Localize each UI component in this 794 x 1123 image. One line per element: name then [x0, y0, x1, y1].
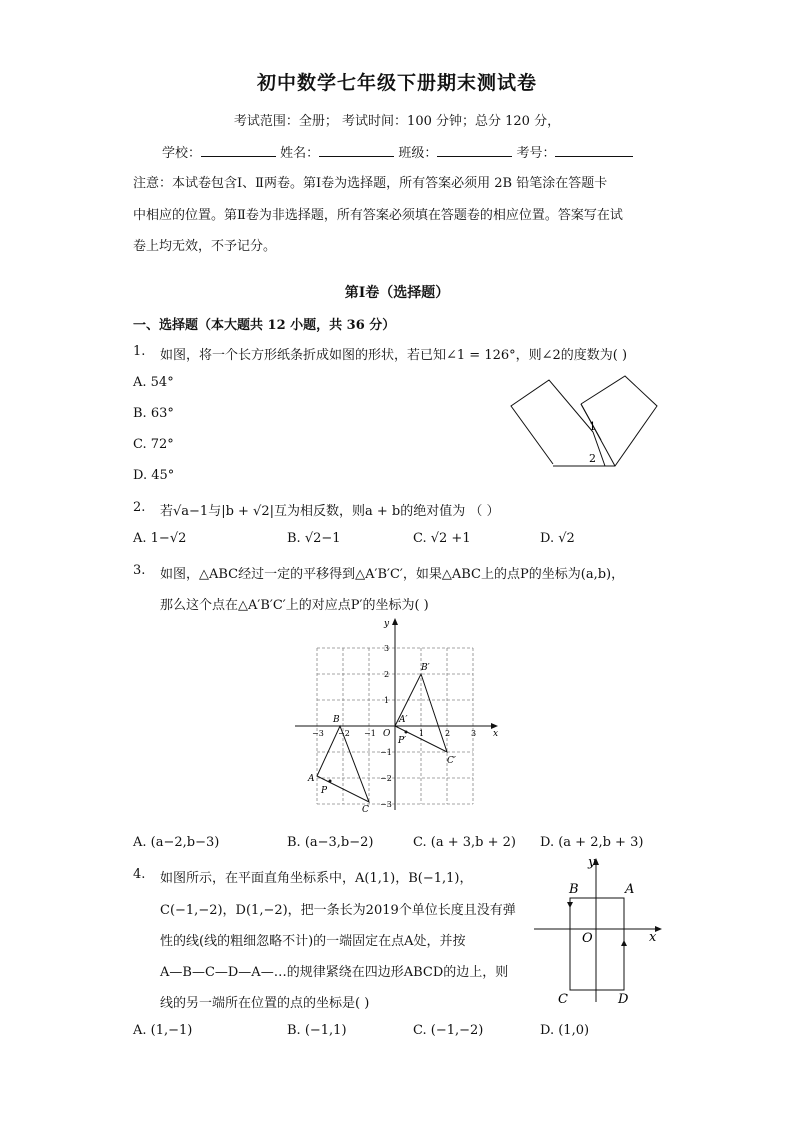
q4-label-b: B [569, 882, 579, 897]
q3-label-p1: P′ [398, 736, 407, 746]
q3-label-b: B [333, 715, 340, 725]
notice-line-3: 卷上均无效，不予记分。 [133, 239, 277, 254]
q3-option-d[interactable]: D. (a + 2,b + 3) [540, 835, 644, 850]
q1-stem: 如图，将一个长方形纸条折成如图的形状，若已知∠1 = 126°，则∠2的度数为( ) [160, 348, 628, 363]
q3-label-a1: A′ [399, 715, 408, 725]
q3-y-tick: −3 [380, 800, 392, 809]
q2-stem: 若√a−1与|b + √2|互为相反数，则a + b的绝对值为 （ ） [160, 504, 500, 519]
q4-direction-arrow [567, 902, 573, 908]
q1-angle-2-label: 2 [589, 452, 596, 465]
name-label: 姓名： [280, 146, 320, 161]
name-blank[interactable] [319, 144, 394, 157]
q4-option-d[interactable]: D. (1,0) [540, 1023, 590, 1038]
q3-x-tick: −1 [364, 729, 376, 738]
exam-number-blank[interactable] [555, 144, 633, 157]
q3-y-tick: 1 [384, 696, 390, 705]
q1-number: 1. [133, 344, 146, 359]
q4-stem-line-4: A—B—C—D—A—…的规律紧绕在四边形ABCD的边上，则 [160, 965, 509, 980]
q3-x-axis-label: x [493, 729, 499, 739]
q2-option-c[interactable]: C. √2 +1 [413, 531, 471, 546]
school-label: 学校： [162, 146, 202, 161]
q3-origin-label: O [383, 729, 391, 739]
q2-number: 2. [133, 500, 146, 515]
q3-option-a[interactable]: A. (a−2,b−3) [133, 835, 220, 850]
q3-y-tick: 3 [384, 644, 390, 653]
q4-option-a[interactable]: A. (1,−1) [133, 1023, 193, 1038]
q3-label-a: A [308, 774, 315, 784]
q3-y-tick: −2 [380, 774, 392, 783]
q3-label-p: P [321, 786, 328, 796]
q4-stem-line-3: 性的线(线的粗细忽略不计)的一端固定在点A处，并按 [160, 934, 466, 949]
q2-option-a[interactable]: A. 1−√2 [133, 531, 187, 546]
q3-x-tick: 2 [445, 729, 451, 738]
q4-number: 4. [133, 867, 146, 882]
q3-number: 3. [133, 563, 146, 578]
school-blank[interactable] [201, 144, 276, 157]
q3-y-tick: −1 [380, 748, 392, 757]
q4-label-a: A [625, 882, 635, 897]
student-fields [162, 142, 633, 161]
q3-point-p1 [405, 731, 408, 734]
part-title: 第Ⅰ卷（选择题） [344, 285, 450, 301]
exam-title: 初中数学七年级下册期末测试卷 [256, 72, 537, 94]
q1-angle-1-label: 1 [589, 420, 596, 433]
q3-point-p [329, 780, 332, 783]
notice-line-2: 中相应的位置。第Ⅱ卷为非选择题，所有答案必须填在答题卷的相应位置。答案写在试 [133, 208, 623, 223]
q4-option-c[interactable]: C. (−1,−2) [413, 1023, 484, 1038]
q3-stem-line-2: 那么这个点在△A′B′C′上的对应点P′的坐标为( ) [160, 598, 429, 613]
q1-option-a[interactable]: A. 54° [133, 375, 174, 390]
q4-stem-line-1: 如图所示，在平面直角坐标系中，A(1,1)，B(−1,1)， [160, 871, 473, 886]
exam-number-label: 考号： [516, 146, 556, 161]
notice-line-1: 注意：本试卷包含Ⅰ、Ⅱ两卷。第Ⅰ卷为选择题，所有答案必须用 2B 铅笔涂在答题卡 [133, 176, 608, 191]
q3-option-b[interactable]: B. (a−3,b−2) [287, 835, 374, 850]
class-label: 班级： [398, 146, 438, 161]
q3-y-axis-arrow [392, 618, 398, 625]
q3-x-tick: 1 [419, 729, 425, 738]
q2-option-b[interactable]: B. √2−1 [287, 531, 341, 546]
q4-label-o: O [582, 931, 593, 946]
q3-label-c: C [362, 805, 369, 815]
q4-label-x: x [649, 930, 657, 945]
q3-label-b1: B′ [421, 663, 430, 673]
class-blank[interactable] [437, 144, 512, 157]
q1-option-c[interactable]: C. 72° [133, 437, 174, 452]
q4-option-b[interactable]: B. (−1,1) [287, 1023, 347, 1038]
q4-stem-line-2: C(−1,−2)，D(1,−2)，把一条长为2019个单位长度且没有弹 [160, 903, 516, 918]
q4-quadrilateral-figure [532, 852, 666, 1006]
q1-option-b[interactable]: B. 63° [133, 406, 174, 421]
q4-label-c: C [558, 992, 568, 1006]
q4-stem-line-5: 线的另一端所在位置的点的坐标是( ) [160, 996, 370, 1011]
section-title: 一、选择题（本大题共 12 小题，共 36 分） [133, 318, 396, 333]
q3-x-tick: −3 [312, 729, 324, 738]
exam-info: 考试范围：全册； 考试时间：100 分钟；总分 120 分， [233, 114, 561, 129]
q1-folded-strip-figure [505, 370, 665, 472]
q2-option-d[interactable]: D. √2 [540, 531, 575, 546]
q3-x-tick: −2 [338, 729, 350, 738]
q3-y-axis-label: y [384, 619, 390, 629]
q3-option-c[interactable]: C. (a + 3,b + 2) [413, 835, 516, 850]
q3-y-tick: 2 [384, 670, 390, 679]
q4-label-d: D [618, 992, 629, 1006]
q3-label-c1: C′ [447, 756, 456, 766]
q4-label-y: y [588, 855, 596, 870]
q4-direction-arrow [621, 940, 627, 946]
q3-x-tick: 3 [471, 729, 477, 738]
q3-coordinate-grid-figure [290, 615, 502, 815]
q1-option-d[interactable]: D. 45° [133, 468, 175, 483]
q3-stem-line-1: 如图，△ABC经过一定的平移得到△A′B′C′，如果△ABC上的点P的坐标为(a,b)， [160, 567, 625, 582]
